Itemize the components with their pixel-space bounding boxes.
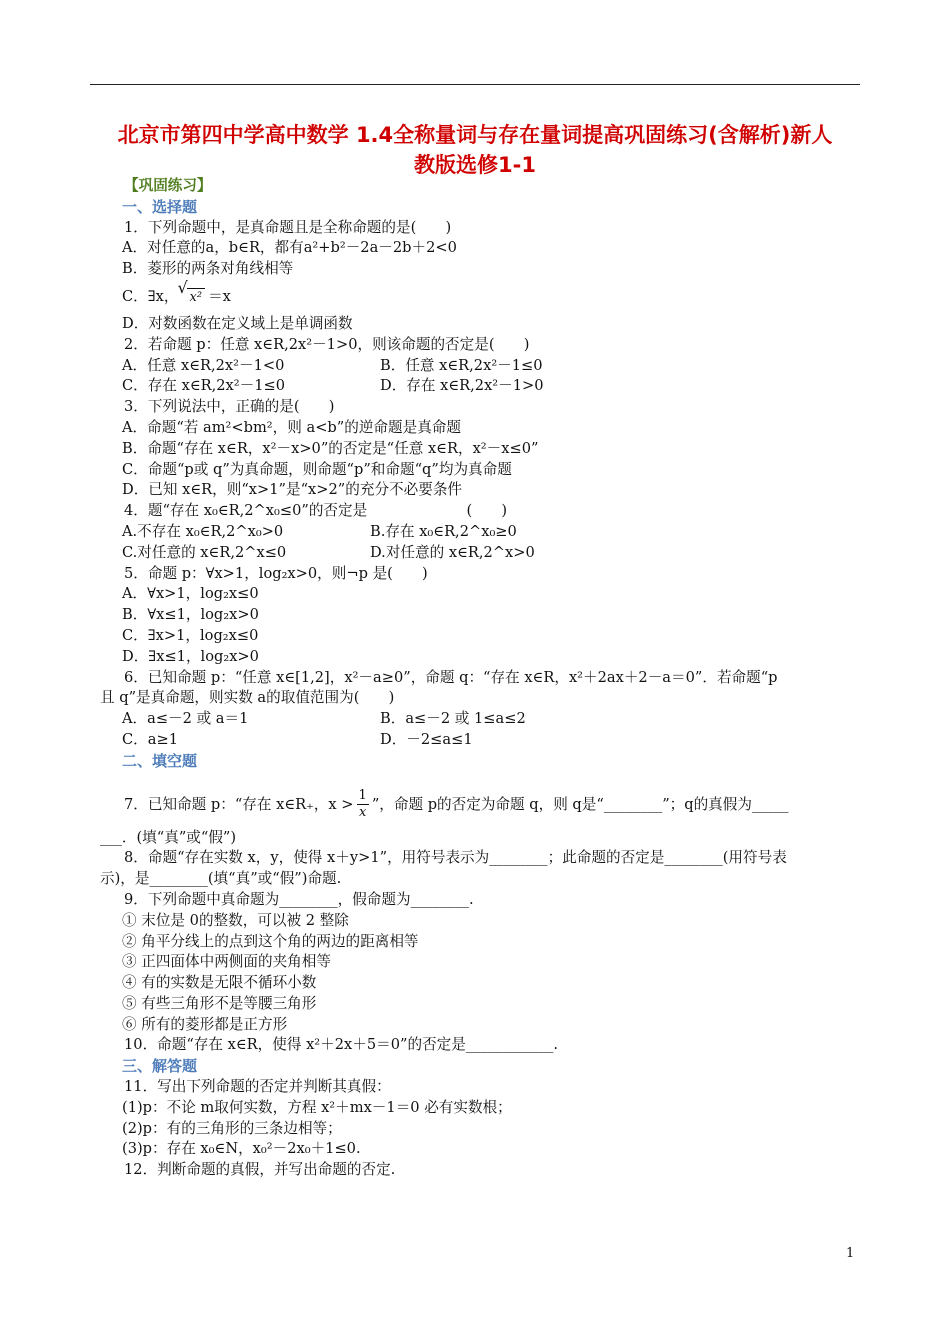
q6-options-row-1 — [100, 709, 860, 730]
q12-stem: 12．判断命题的真假，并写出命题的否定. — [124, 1161, 396, 1179]
page-number: 1 — [846, 1246, 855, 1261]
q1-option-c-prefix: C．∃x， — [122, 287, 179, 305]
q4-option-d: D.对任意的 x∈R,2^x>0 — [370, 543, 535, 561]
q4-options-row-1 — [100, 522, 860, 543]
exercise-content — [100, 176, 860, 1181]
q4-stem-row — [100, 501, 860, 522]
title-line-1: 北京市第四中学高中数学 1.4全称量词与存在量词提高巩固练习(含解析)新人 — [117, 123, 833, 147]
document-title — [90, 120, 860, 180]
q2-options-row-1 — [100, 356, 860, 377]
q6-option-a: A．a≤－2 或 a＝1 — [122, 710, 249, 728]
fraction-one-over-x — [357, 788, 369, 821]
q1-stem: 1．下列命题中，是真命题且是全称命题的是( ) — [124, 218, 452, 236]
section-fill-blank: 二、填空题 — [122, 751, 198, 770]
title-line-2: 教版选修1-1 — [414, 153, 536, 177]
q4-stem: 4．题“存在 x₀∈R,2^x₀≤0”的否定是 — [124, 502, 368, 520]
q9-item-4: ④ 有的实数是无限不循环小数 — [122, 974, 317, 992]
q5-option-c: C．∃x>1，log₂x≤0 — [122, 626, 259, 644]
q6-options-row-2 — [100, 730, 860, 751]
q5-option-a: A．∀x>1，log₂x≤0 — [122, 585, 259, 603]
q1-option-c-suffix: ＝x — [208, 287, 231, 305]
q7-text-before: 7．已知命题 p：“存在 x∈R₊，x > — [124, 795, 354, 813]
radical-sign: √ — [177, 277, 188, 297]
radicand: x² — [187, 288, 206, 306]
q2-options-row-2 — [100, 376, 860, 397]
q7-stem-line-2: ___．(填“真”或“假”) — [100, 828, 237, 846]
q5-option-b: B．∀x≤1，log₂x>0 — [122, 606, 259, 624]
q5-stem: 5．命题 p：∀x>1，log₂x>0，则¬p 是( ) — [124, 564, 428, 582]
q9-item-3: ③ 正四面体中两侧面的夹角相等 — [122, 953, 331, 971]
q1-option-b: B．菱形的两条对角线相等 — [122, 260, 294, 278]
q3-option-d: D．已知 x∈R，则“x>1”是“x>2”的充分不必要条件 — [122, 481, 463, 499]
q6-option-b: B．a≤－2 或 1≤a≤2 — [380, 710, 526, 728]
q11-stem: 11．写出下列命题的否定并判断其真假： — [124, 1078, 391, 1096]
q9-item-5: ⑤ 有些三角形不是等腰三角形 — [122, 994, 317, 1012]
q8-stem-line-2: 示)，是________(填“真”或“假”)命题. — [100, 870, 342, 888]
sqrt-expression — [177, 277, 206, 314]
q6-stem-line-2: 且 q”是真命题，则实数 a的取值范围为( ) — [100, 689, 395, 707]
q9-item-6: ⑥ 所有的菱形都是正方形 — [122, 1015, 288, 1033]
q4-answer-paren: ( ) — [466, 502, 508, 520]
q4-options-row-2 — [100, 543, 860, 564]
q11-item-1: (1)p：不论 m取何实数，方程 x²＋mx－1＝0 必有实数根； — [122, 1098, 512, 1116]
q6-option-c: C．a≥1 — [122, 730, 178, 748]
header-rule — [90, 84, 860, 85]
q9-item-1: ① 末位是 0的整数，可以被 2 整除 — [122, 911, 349, 929]
q2-option-d: D．存在 x∈R,2x²－1>0 — [380, 377, 544, 395]
q11-item-3: (3)p：存在 x₀∈N，x₀²－2x₀＋1≤0. — [122, 1140, 361, 1158]
q3-option-b: B．命题“存在 x∈R，x²－x>0”的否定是“任意 x∈R，x²－x≤0” — [122, 439, 539, 457]
section-answer: 三、解答题 — [122, 1057, 198, 1076]
q2-stem: 2．若命题 p：任意 x∈R,2x²－1>0，则该命题的否定是( ) — [124, 335, 530, 353]
q10-stem: 10．命题“存在 x∈R，使得 x²＋2x＋5＝0”的否定是____________. — [124, 1036, 559, 1054]
q4-option-b: B.存在 x₀∈R,2^x₀≥0 — [370, 522, 517, 540]
q1-option-c — [100, 277, 860, 314]
fraction-denominator: x — [359, 805, 367, 821]
q4-option-c: C.对任意的 x∈R,2^x≤0 — [122, 543, 287, 561]
q2-option-a: A．任意 x∈R,2x²－1<0 — [122, 356, 285, 374]
q7-text-after: ”，命题 p的否定为命题 q，则 q是“________”；q的真假为_____ — [371, 795, 789, 813]
q2-option-c: C．存在 x∈R,2x²－1≤0 — [122, 377, 286, 395]
q3-stem: 3．下列说法中，正确的是( ) — [124, 398, 335, 416]
q3-option-a: A．命题“若 am²<bm²，则 a<b”的逆命题是真命题 — [122, 418, 461, 436]
q4-option-a: A.不存在 x₀∈R,2^x₀>0 — [122, 522, 284, 540]
q2-option-b: B．任意 x∈R,2x²－1≤0 — [380, 356, 543, 374]
q8-stem-line-1: 8．命题“存在实数 x，y，使得 x＋y>1”，用符号表示为________；此命题的否定是________(用符号表 — [124, 849, 787, 867]
section-choice: 一、选择题 — [122, 197, 198, 216]
q1-option-a: A．对任意的a，b∈R，都有a²+b²－2a－2b＋2<0 — [122, 239, 457, 257]
q9-stem: 9．下列命题中真命题为________，假命题为________. — [124, 890, 474, 908]
exercise-label: 【巩固练习】 — [124, 177, 212, 194]
q6-option-d: D．－2≤a≤1 — [380, 730, 473, 748]
fraction-numerator: 1 — [358, 788, 367, 804]
q1-option-d: D．对数函数在定义域上是单调函数 — [122, 314, 353, 332]
q5-option-d: D．∃x≤1，log₂x>0 — [122, 647, 259, 665]
q6-stem-line-1: 6．已知命题 p：“任意 x∈[1,2]，x²－a≥0”，命题 q：“存在 x∈R，x²＋2ax＋2－a＝0”．若命题“p — [124, 668, 778, 686]
q7-stem-line-1 — [100, 782, 860, 828]
q9-item-2: ② 角平分线上的点到这个角的两边的距离相等 — [122, 932, 419, 950]
q11-item-2: (2)p：有的三角形的三条边相等； — [122, 1119, 342, 1137]
q3-option-c: C．命题“p或 q”为真命题，则命题“p”和命题“q”均为真命题 — [122, 460, 512, 478]
